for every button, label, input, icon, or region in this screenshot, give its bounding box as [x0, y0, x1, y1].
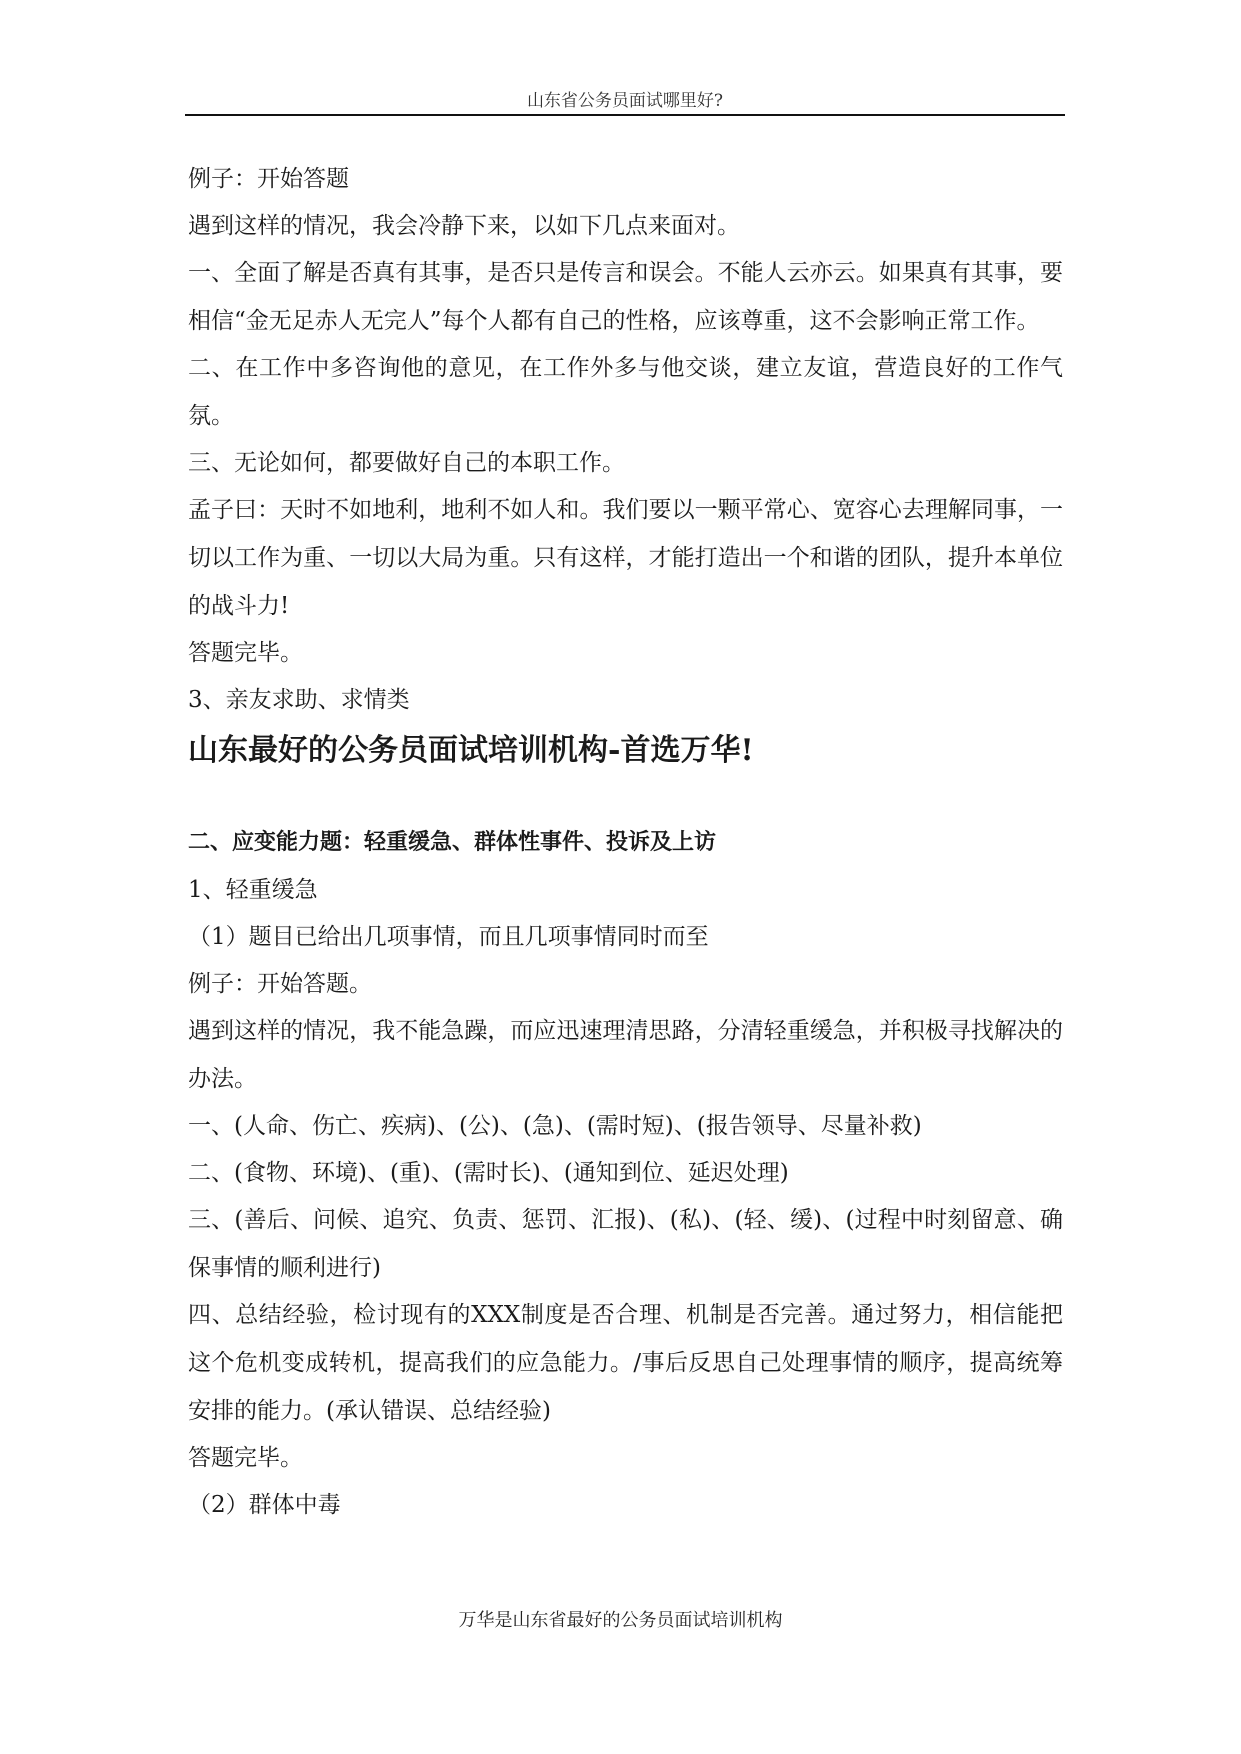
paragraph: （1）题目已给出几项事情，而且几项事情同时而至	[188, 924, 709, 950]
paragraph: 四、总结经验，检讨现有的XXX制度是否合理、机制是否完善。通过努力，相信能把这个危机变成转机，提高我们的应急能力。/事后反思自己处理事情的顺序，提高统筹安排的能力。(承认错误、总结经验)	[188, 1302, 1063, 1424]
paragraph: 例子：开始答题	[188, 166, 349, 192]
paragraph: 孟子曰：天时不如地利，地利不如人和。我们要以一颗平常心、宽容心去理解同事，一切以工作为重、一切以大局为重。只有这样，才能打造出一个和谐的团队，提升本单位的战斗力!	[188, 497, 1063, 619]
paragraph: 遇到这样的情况，我不能急躁，而应迅速理清思路，分清轻重缓急，并积极寻找解决的办法。	[188, 1018, 1063, 1092]
header-divider	[185, 114, 1065, 116]
paragraph: 答题完毕。	[188, 640, 303, 666]
paragraph: 三、无论如何，都要做好自己的本职工作。	[188, 450, 625, 476]
paragraph: 1、轻重缓急	[188, 877, 318, 903]
document-body	[188, 161, 1063, 1534]
paragraph: 三、(善后、问候、追究、负责、惩罚、汇报)、(私)、(轻、缓)、(过程中时刻留意、确保事情的顺利进行)	[188, 1207, 1063, 1281]
paragraph: 3、亲友求助、求情类	[188, 687, 410, 713]
paragraph: 遇到这样的情况，我会冷静下来，以如下几点来面对。	[188, 213, 740, 239]
page-footer: 万华是山东省最好的公务员面试培训机构	[458, 1610, 783, 1631]
paragraph: 一、(人命、伤亡、疾病)、(公)、(急)、(需时短)、(报告领导、尽量补救)	[188, 1113, 922, 1139]
section-heading: 二、应变能力题：轻重缓急、群体性事件、投诉及上访	[188, 830, 717, 855]
promo-banner: 山东最好的公务员面试培训机构-首选万华!	[188, 733, 754, 768]
paragraph: 二、(食物、环境)、(重)、(需时长)、(通知到位、延迟处理)	[188, 1160, 789, 1186]
paragraph: 一、全面了解是否真有其事，是否只是传言和误会。不能人云亦云。如果真有其事，要相信“金无足赤人无完人”每个人都有自己的性格，应该尊重，这不会影响正常工作。	[188, 260, 1063, 334]
paragraph: 答题完毕。	[188, 1445, 303, 1471]
paragraph: 二、在工作中多咨询他的意见，在工作外多与他交谈，建立友谊，营造良好的工作气氛。	[188, 355, 1063, 429]
page-header: 山东省公务员面试哪里好?	[526, 91, 724, 111]
paragraph: 例子：开始答题。	[188, 971, 372, 997]
paragraph: （2）群体中毒	[188, 1492, 341, 1518]
